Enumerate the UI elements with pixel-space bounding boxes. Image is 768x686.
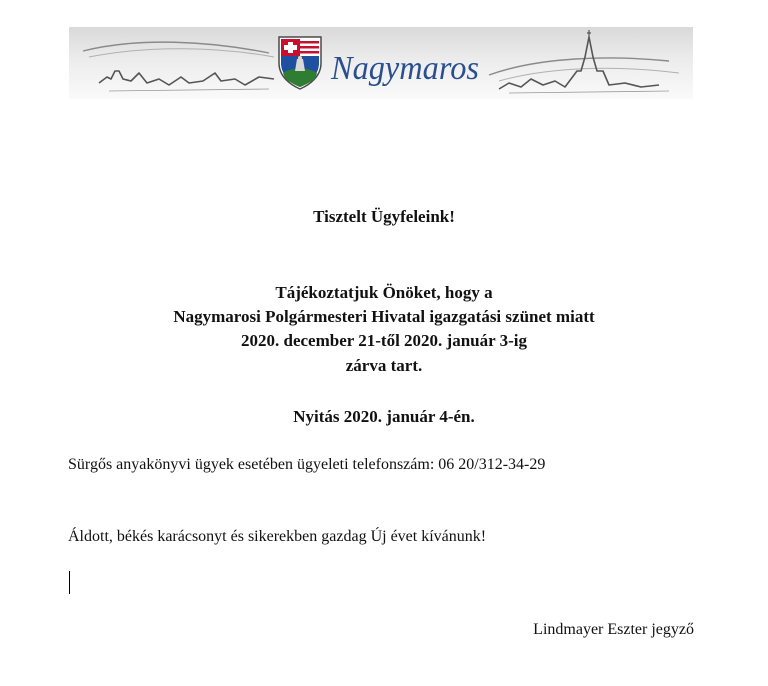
- header-banner: [69, 27, 693, 99]
- notice-line-4: zárva tart.: [345, 356, 423, 375]
- holiday-wishes-text: Áldott, békés karácsonyt és sikerekben gazdag Új évet kívánunk!: [68, 528, 487, 545]
- coat-of-arms-icon: [279, 37, 321, 89]
- left-village-skyline-icon: [99, 71, 274, 85]
- emergency-phone-text: Sürgős anyakönyvi ügyek esetében ügyeleti telefonszám: 06 20/312-34-29: [68, 456, 546, 473]
- notice-line-3: 2020. december 21-től 2020. január 3-ig: [241, 331, 527, 350]
- town-name-logo: Nagymaros: [330, 50, 479, 87]
- opening-date: Nyitás 2020. január 4-én.: [293, 407, 475, 426]
- notice-line-1: Tájékoztatjuk Önöket, hogy a: [275, 283, 493, 302]
- greeting-heading: Tisztelt Ügyfeleink!: [313, 207, 455, 226]
- town-sketch-banner: [69, 27, 693, 99]
- text-cursor: [69, 571, 70, 594]
- signature-text: Lindmayer Eszter jegyző: [533, 621, 694, 638]
- right-village-church-icon: [499, 37, 659, 89]
- notice-line-2: Nagymarosi Polgármesteri Hivatal igazgatási szünet miatt: [173, 307, 595, 326]
